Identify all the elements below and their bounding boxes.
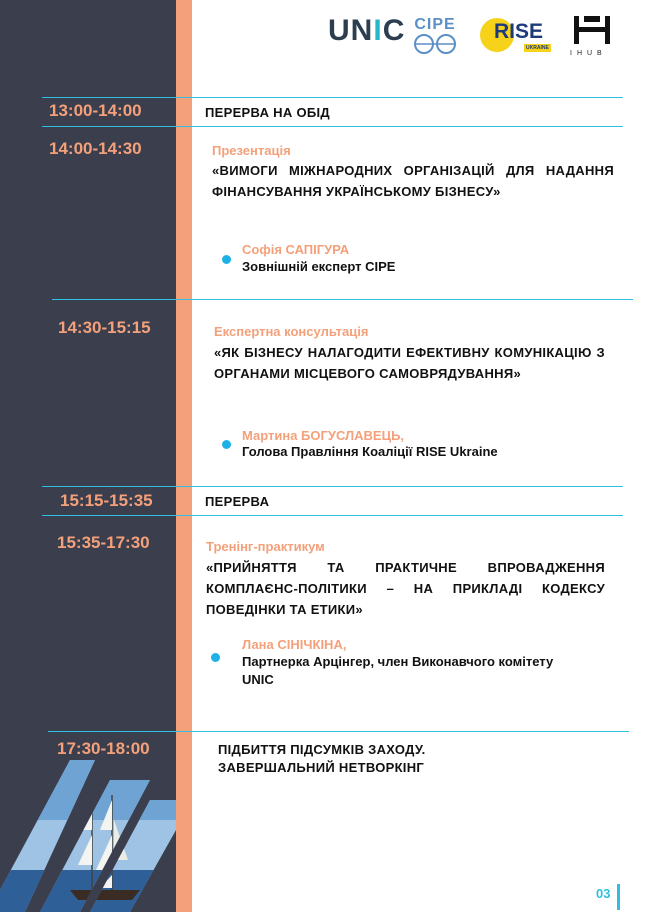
speaker-name: Софія САПІГУРА <box>242 242 350 257</box>
divider <box>42 126 623 127</box>
time-slot: 13:00-14:00 <box>49 101 142 120</box>
time-slot: 14:00-14:30 <box>49 139 142 158</box>
divider <box>42 486 623 487</box>
rise-ukraine-logo: RISE UKRAINE <box>480 16 560 56</box>
orange-stripe <box>176 0 192 912</box>
partner-logos <box>320 10 630 60</box>
divider <box>48 731 629 732</box>
divider <box>42 97 623 98</box>
bullet-dot-icon <box>222 440 231 449</box>
break-label: ПЕРЕРВА НА ОБІД <box>205 105 330 120</box>
page-number: 03 <box>596 886 611 901</box>
unic-logo: UNIC <box>328 14 406 47</box>
speaker-role: Партнерка Арцінгер, член Виконавчого комітету UNIC <box>242 654 554 687</box>
session-title: «ПРИЙНЯТТЯ ТА ПРАКТИЧНЕ ВПРОВАДЖЕННЯ КОМПЛАЄНС-ПОЛІТИКИ – НА ПРИКЛАДІ КОДЕКСУ ПОВЕДІНКИ ТА ЕТИКИ» <box>206 560 605 617</box>
session-type: Експертна консультація <box>214 324 369 339</box>
speaker-role: Зовнішній експерт CIPE <box>242 259 396 274</box>
bullet-dot-icon <box>222 255 231 264</box>
speaker-name: Лана СІНІЧКІНА, <box>242 637 347 652</box>
ihub-logo: IHUB <box>570 14 616 58</box>
divider <box>52 299 633 300</box>
time-slot: 15:35-17:30 <box>57 533 150 552</box>
break-label: ПЕРЕРВА <box>205 494 270 509</box>
bullet-dot-icon <box>211 653 220 662</box>
speaker-role: Голова Правління Коаліції RISE Ukraine <box>242 444 498 459</box>
page-marker <box>617 884 620 910</box>
session-type: Презентація <box>212 143 291 158</box>
time-slot: 17:30-18:00 <box>57 739 150 758</box>
session-title: «ЯК БІЗНЕСУ НАЛАГОДИТИ ЕФЕКТИВНУ КОМУНІКАЦІЮ З ОРГАНАМИ МІСЦЕВОГО САМОВРЯДУВАННЯ» <box>214 345 605 381</box>
session-title: «ВИМОГИ МІЖНАРОДНИХ ОРГАНІЗАЦІЙ ДЛЯ НАДАННЯ ФІНАНСУВАННЯ УКРАЇНСЬКОМУ БІЗНЕСУ» <box>212 163 614 199</box>
speaker-name: Мартина БОГУСЛАВЕЦЬ, <box>242 428 405 443</box>
time-slot: 14:30-15:15 <box>58 318 151 337</box>
divider <box>42 515 623 516</box>
time-slot: 15:15-15:35 <box>60 491 153 510</box>
session-type: Тренінг-практикум <box>206 539 325 554</box>
globe-icon <box>410 34 460 54</box>
ihub-mark-icon <box>570 14 614 46</box>
cipe-logo: CIPE <box>410 16 460 56</box>
sailing-ship-illustration <box>0 760 176 912</box>
closing-label: ПІДБИТТЯ ПІДСУМКІВ ЗАХОДУ. ЗАВЕРШАЛЬНИЙ НЕТВОРКІНГ <box>218 742 426 775</box>
